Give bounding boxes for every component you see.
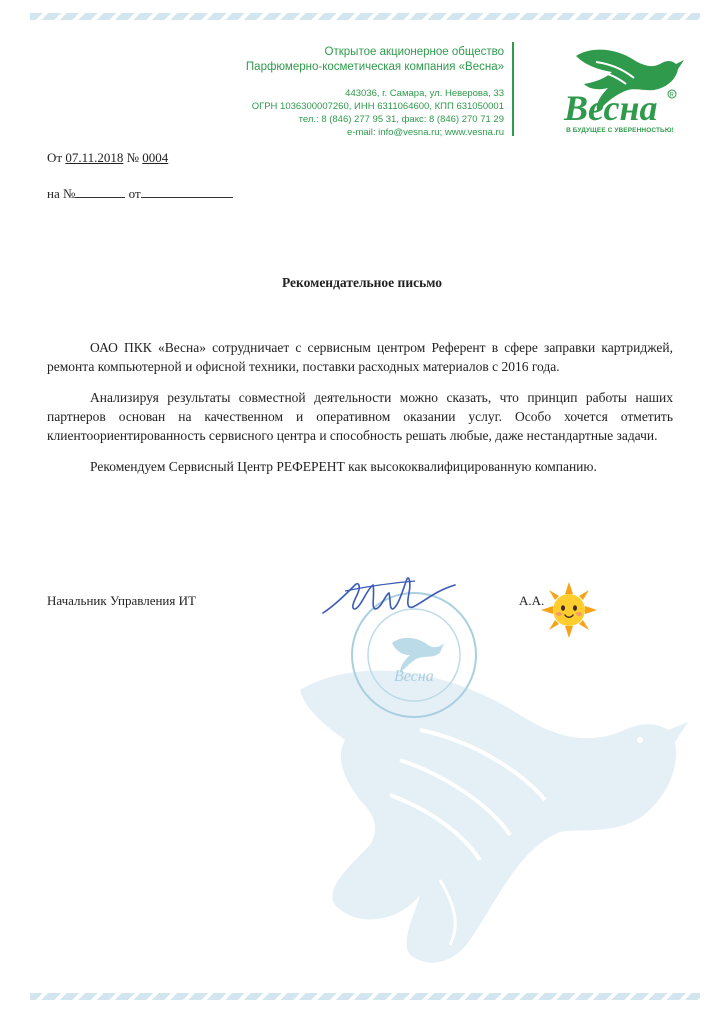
signatory-position: Начальник Управления ИТ bbox=[47, 593, 196, 608]
reply-date-label: от bbox=[128, 186, 141, 201]
sun-emoji-icon bbox=[539, 580, 599, 640]
stamp-brand-text: Весна bbox=[394, 668, 434, 685]
paragraph-2: Анализируя результаты совместной деятельности можно сказать, что принцип работы наших партнеров основан на качественном и оперативном оказании услуг. Особо хочется отметить клиентоориентированность сервисного центра и способность решать любые, даже нестандартные задачи. bbox=[47, 390, 673, 443]
reply-date-blank bbox=[141, 185, 233, 198]
reply-number-blank bbox=[75, 185, 125, 198]
incoming-ref bbox=[47, 185, 233, 202]
company-header bbox=[104, 45, 504, 139]
handwritten-signature bbox=[315, 565, 465, 625]
org-name: Парфюмерно-косметическая компания «Весна» bbox=[245, 61, 504, 73]
company-phone: тел.: 8 (846) 277 95 31, факс: 8 (846) 270 71 29 bbox=[298, 114, 504, 125]
svg-text:R: R bbox=[669, 92, 674, 99]
paragraph-1: ОАО ПКК «Весна» сотрудничает с сервисным центром Референт в сфере заправки картриджей, ремонта компьютерной и офисной техники, поставки расходных материалов с 2016 года. bbox=[47, 340, 673, 374]
letter-body bbox=[47, 338, 673, 488]
logo-tagline: В БУДУЩЕЕ С УВЕРЕННОСТЬЮ! bbox=[566, 127, 674, 134]
letter-title: Рекомендательное письмо bbox=[281, 275, 443, 290]
logo-brand-text: Весна bbox=[564, 88, 658, 128]
org-type: Открытое акционерное общество bbox=[324, 46, 504, 58]
number-label: № bbox=[126, 150, 140, 165]
from-label: От bbox=[47, 150, 63, 165]
outgoing-ref bbox=[47, 150, 168, 166]
company-contacts: e-mail: info@vesna.ru; www.vesna.ru bbox=[347, 127, 504, 138]
bottom-decorative-stripe bbox=[30, 993, 700, 1000]
document-date: 07.11.2018 bbox=[65, 150, 124, 165]
header-divider bbox=[512, 42, 514, 136]
signatory-name: А.А. bbox=[519, 593, 545, 608]
company-address: 443036, г. Самара, ул. Неверова, 33 bbox=[345, 88, 504, 99]
paragraph-3: Рекомендуем Сервисный Центр РЕФЕРЕНТ как высококвалифицированную компанию. bbox=[90, 459, 597, 474]
document-number: 0004 bbox=[142, 150, 169, 165]
company-registration: ОГРН 1036300007260, ИНН 6311064600, КПП 631050001 bbox=[251, 101, 504, 112]
reply-number-label: на № bbox=[47, 186, 76, 201]
